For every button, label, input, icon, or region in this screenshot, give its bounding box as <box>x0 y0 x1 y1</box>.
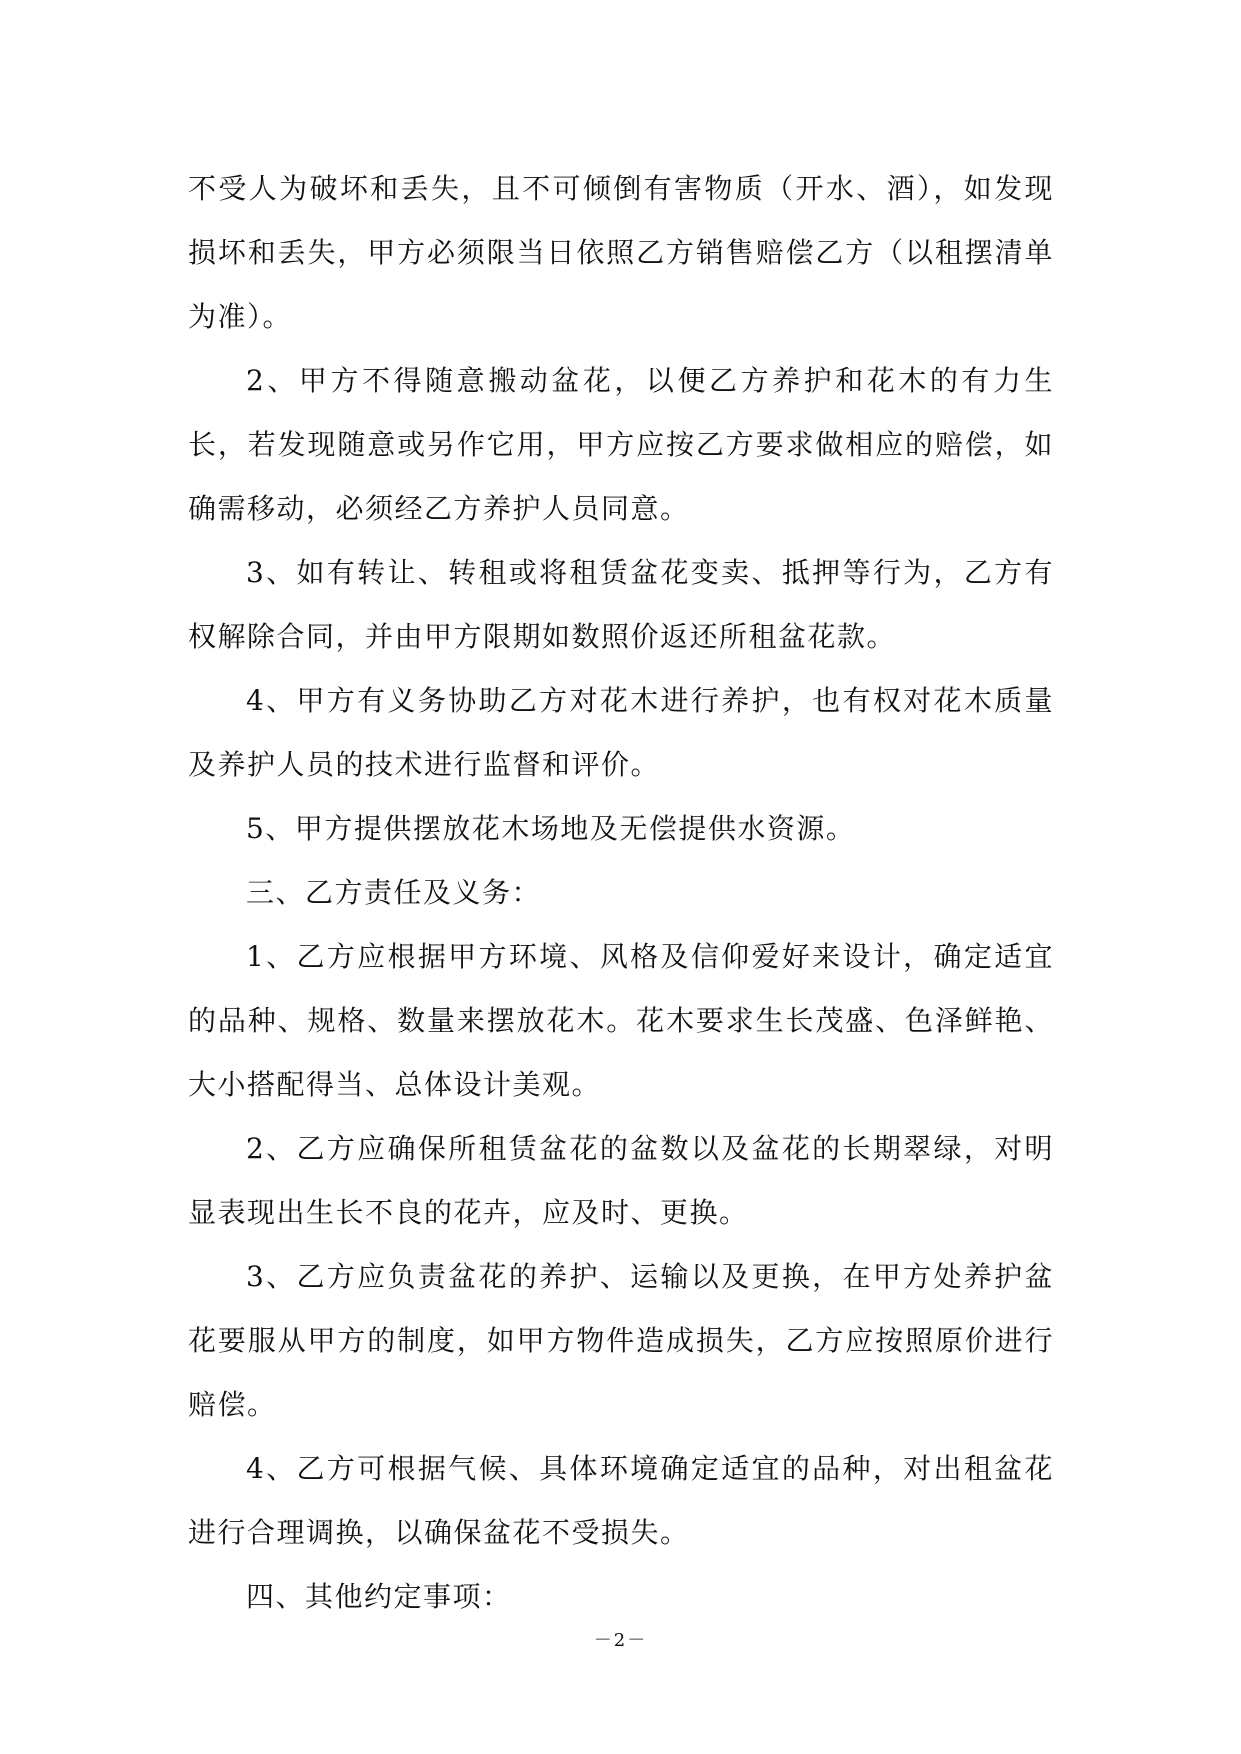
section-heading-party-b: 三、乙方责任及义务： <box>246 876 542 909</box>
paragraph-continuation: 不受人为破坏和丢失，且不可倾倒有害物质（开水、酒），如发现损坏和丢失，甲方必须限当日依照乙方销售赔偿乙方（以租摆清单为准）。 <box>188 172 1054 333</box>
paragraph-party-a-item-4: 4、甲方有义务协助乙方对花木进行养护，也有权对花木质量及养护人员的技术进行监督和评价。 <box>188 684 1054 781</box>
paragraph-party-a-item-3: 3、如有转让、转租或将租赁盆花变卖、抵押等行为，乙方有权解除合同，并由甲方限期如数照价返还所租盆花款。 <box>188 556 1054 653</box>
paragraph-party-a-item-2: 2、甲方不得随意搬动盆花，以便乙方养护和花木的有力生长，若发现随意或另作它用，甲方应按乙方要求做相应的赔偿，如确需移动，必须经乙方养护人员同意。 <box>188 364 1054 525</box>
section-heading-other-terms: 四、其他约定事项： <box>246 1580 512 1613</box>
paragraph-party-a-item-5: 5、甲方提供摆放花木场地及无偿提供水资源。 <box>246 812 856 845</box>
paragraph-party-b-item-3: 3、乙方应负责盆花的养护、运输以及更换，在甲方处养护盆花要服从甲方的制度，如甲方物件造成损失，乙方应按照原价进行赔偿。 <box>188 1260 1054 1421</box>
paragraph-party-b-item-2: 2、乙方应确保所租赁盆花的盆数以及盆花的长期翠绿，对明显表现出生长不良的花卉，应及时、更换。 <box>188 1132 1054 1229</box>
paragraph-party-b-item-1: 1、乙方应根据甲方环境、风格及信仰爱好来设计，确定适宜的品种、规格、数量来摆放花木。花木要求生长茂盛、色泽鲜艳、大小搭配得当、总体设计美观。 <box>188 940 1054 1101</box>
paragraph-party-b-item-4: 4、乙方可根据气候、具体环境确定适宜的品种，对出租盆花进行合理调换，以确保盆花不受损失。 <box>188 1452 1054 1549</box>
page-number: －2－ <box>593 1630 648 1651</box>
document-body <box>188 157 1054 1629</box>
